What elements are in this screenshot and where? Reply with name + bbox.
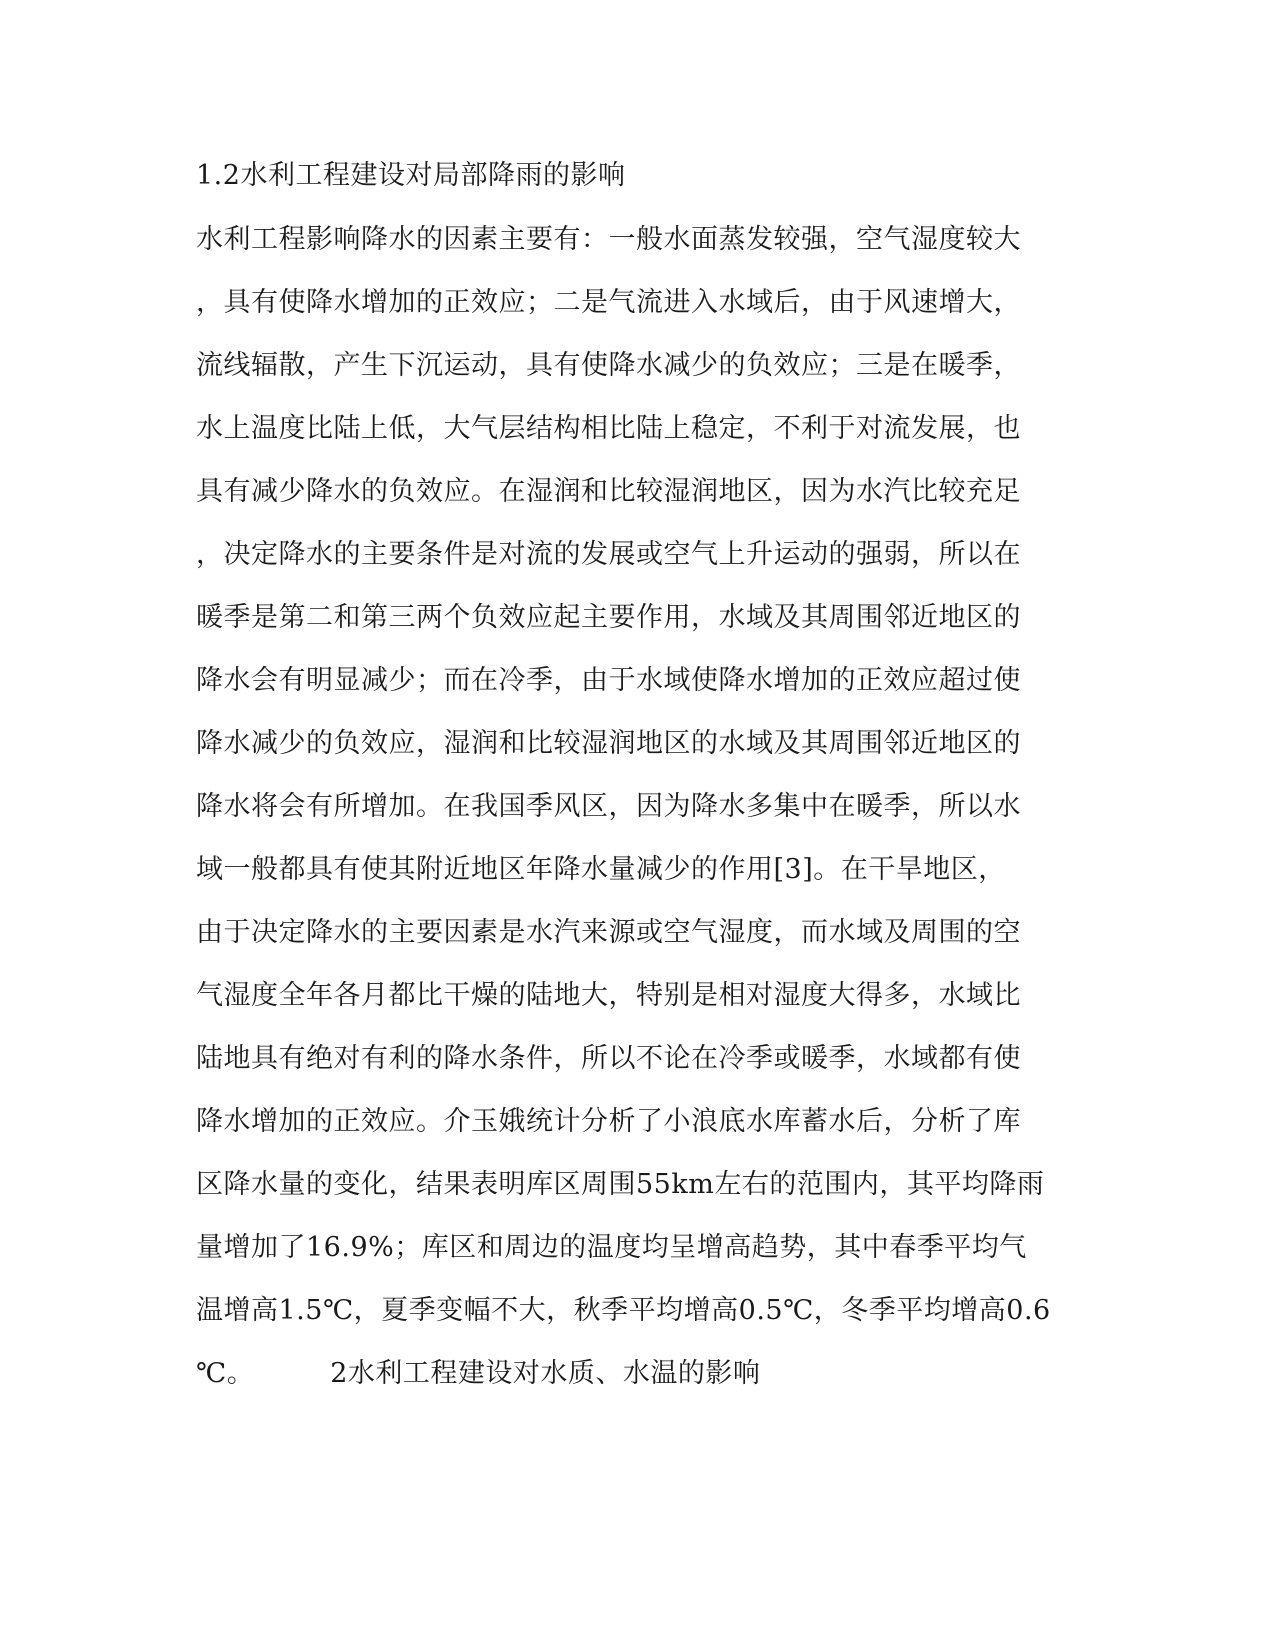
paragraph-line: 水上温度比陆上低，大气层结构相比陆上稳定，不利于对流发展，也 [196, 413, 1021, 444]
paragraph-line: 暖季是第二和第三两个负效应起主要作用，水域及其周围邻近地区的 [196, 602, 1021, 633]
paragraph-line: 降水会有明显减少；而在冷季，由于水域使降水增加的正效应超过使 [196, 665, 1021, 696]
paragraph-line: ，决定降水的主要条件是对流的发展或空气上升运动的强弱，所以在 [196, 539, 1021, 570]
paragraph-line: 由于决定降水的主要因素是水汽来源或空气湿度，而水域及周围的空 [196, 917, 1021, 948]
paragraph-line: 降水将会有所增加。在我国季风区，因为降水多集中在暖季，所以水 [196, 791, 1021, 822]
paragraph-line: 温增高1.5℃，夏季变幅不大，秋季平均增高0.5℃，冬季平均增高0.6 [196, 1295, 1051, 1326]
paragraph-line: 降水增加的正效应。介玉娥统计分析了小浪底水库蓄水后，分析了库 [196, 1106, 1021, 1137]
paragraph-last-line [196, 1356, 760, 1392]
paragraph-line: 气湿度全年各月都比干燥的陆地大，特别是相对湿度大得多，水域比 [196, 980, 1021, 1011]
paragraph-line: 水利工程影响降水的因素主要有：一般水面蒸发较强，空气湿度较大 [196, 224, 1021, 255]
next-section-heading: 2水利工程建设对水质、水温的影响 [330, 1358, 761, 1389]
section-heading: 1.2水利工程建设对局部降雨的影响 [196, 160, 626, 191]
paragraph-line: 流线辐散，产生下沉运动，具有使降水减少的负效应；三是在暖季， [196, 350, 1021, 381]
paragraph-line: 区降水量的变化，结果表明库区周围55km左右的范围内，其平均降雨 [196, 1169, 1045, 1200]
paragraph-line: ，具有使降水增加的正效应；二是气流进入水域后，由于风速增大， [196, 287, 1021, 318]
paragraph-line: 域一般都具有使其附近地区年降水量减少的作用[3]。在干旱地区， [196, 854, 1006, 885]
paragraph-line: 降水减少的负效应，湿润和比较湿润地区的水域及其周围邻近地区的 [196, 728, 1021, 759]
paragraph-end-text: ℃。 [196, 1358, 255, 1389]
paragraph-line: 具有减少降水的负效应。在湿润和比较湿润地区，因为水汽比较充足 [196, 476, 1021, 507]
paragraph-line: 量增加了16.9%；库区和周边的温度均呈增高趋势，其中春季平均气 [196, 1232, 1027, 1263]
paragraph-line: 陆地具有绝对有利的降水条件，所以不论在冷季或暖季，水域都有使 [196, 1043, 1021, 1074]
